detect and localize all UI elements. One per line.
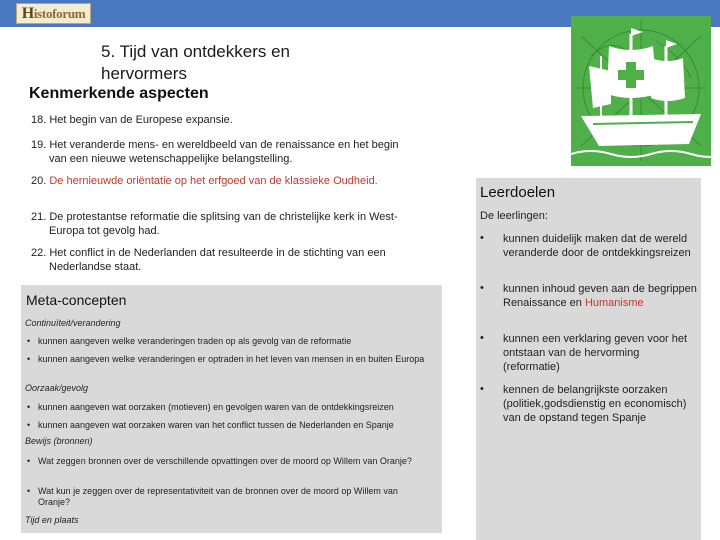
- bullet-icon: •: [480, 383, 484, 395]
- ship-drawing: [571, 16, 711, 166]
- logo: H istoforum: [16, 3, 91, 24]
- bullet-icon: •: [480, 232, 484, 244]
- bullet-icon: •: [27, 402, 31, 412]
- goal-item: kunnen een verklaring geven voor het ontstaan van de hervorming (reformatie): [503, 333, 688, 373]
- aspect-item: 18. Het begin van de Europese expansie.: [31, 114, 233, 126]
- goals-intro: De leerlingen:: [480, 210, 548, 222]
- goal-item: kunnen inhoud geven aan de begrippen Renaissance en Humanisme: [503, 283, 697, 309]
- bullet-icon: •: [27, 354, 31, 364]
- learning-goals-box: [476, 178, 701, 540]
- meta-bullet-text: kunnen aangeven wat oorzaken waren van het conflict tussen de Nederlanden en Spanje: [38, 420, 394, 430]
- aspect-item: 20. De hernieuwde oriëntatie op het erfgoed van de klassieke Oudheid.: [31, 175, 378, 187]
- bullet-icon: •: [27, 456, 31, 466]
- aspect-item: 22. Het conflict in de Nederlanden dat resulteerde in de stichting van een Nederlandse staat.: [31, 247, 386, 273]
- page-title: 5. Tijd van ontdekkers en hervormers: [101, 42, 291, 83]
- section-title-aspects: Kenmerkende aspecten: [29, 85, 209, 102]
- bullet-icon: •: [480, 332, 484, 344]
- aspect-item: 19. Het veranderde mens- en wereldbeeld van de renaissance en het begin van een nieuwe wetenschappelijke belangstelling.: [31, 139, 399, 165]
- meta-bullet-text: Wat zeggen bronnen over de verschillende opvattingen over de moord op Willem van Oranje?: [38, 456, 412, 466]
- meta-bullet-text: kunnen aangeven welke veranderingen traden op als gevolg van de reformatie: [38, 336, 352, 346]
- meta-concepts-box: [21, 285, 442, 533]
- bullet-icon: •: [27, 486, 31, 496]
- goal-item: kennen de belangrijkste oorzaken (politiek,godsdienstig en economisch) van de opstand tegen Spanje: [503, 384, 687, 424]
- goal-highlight: Humanisme: [584, 297, 644, 309]
- meta-heading-evidence: Bewijs (bronnen): [25, 436, 93, 446]
- goal-item: kunnen duidelijk maken dat de wereld veranderde door de ontdekkingsreizen: [503, 233, 691, 259]
- meta-bullet-text: kunnen aangeven wat oorzaken (motieven) en gevolgen waren van de ontdekkingsreizen: [38, 402, 394, 412]
- meta-heading-continuity: Continuïteit/verandering: [25, 318, 121, 328]
- bullet-icon: •: [27, 420, 31, 430]
- goals-title: Leerdoelen: [480, 184, 556, 201]
- meta-bullet-text: Wat kun je zeggen over de representativiteit van de bronnen over de moord op Willem van Oranje?: [38, 486, 398, 507]
- ship-illustration-icon: [571, 16, 711, 166]
- meta-heading-time: Tijd en plaats: [25, 515, 79, 525]
- meta-bullet-text: kunnen aangeven welke veranderingen er optraden in het leven van mensen in en buiten Europa: [38, 354, 425, 364]
- aspect-item: 21. De protestantse reformatie die splitsing van de christelijke kerk in West-Europa tot gevolg had.: [31, 211, 398, 237]
- meta-title: Meta-concepten: [26, 292, 127, 308]
- bullet-icon: •: [480, 282, 484, 294]
- bullet-icon: •: [27, 336, 31, 346]
- meta-heading-cause: Oorzaak/gevolg: [25, 383, 89, 393]
